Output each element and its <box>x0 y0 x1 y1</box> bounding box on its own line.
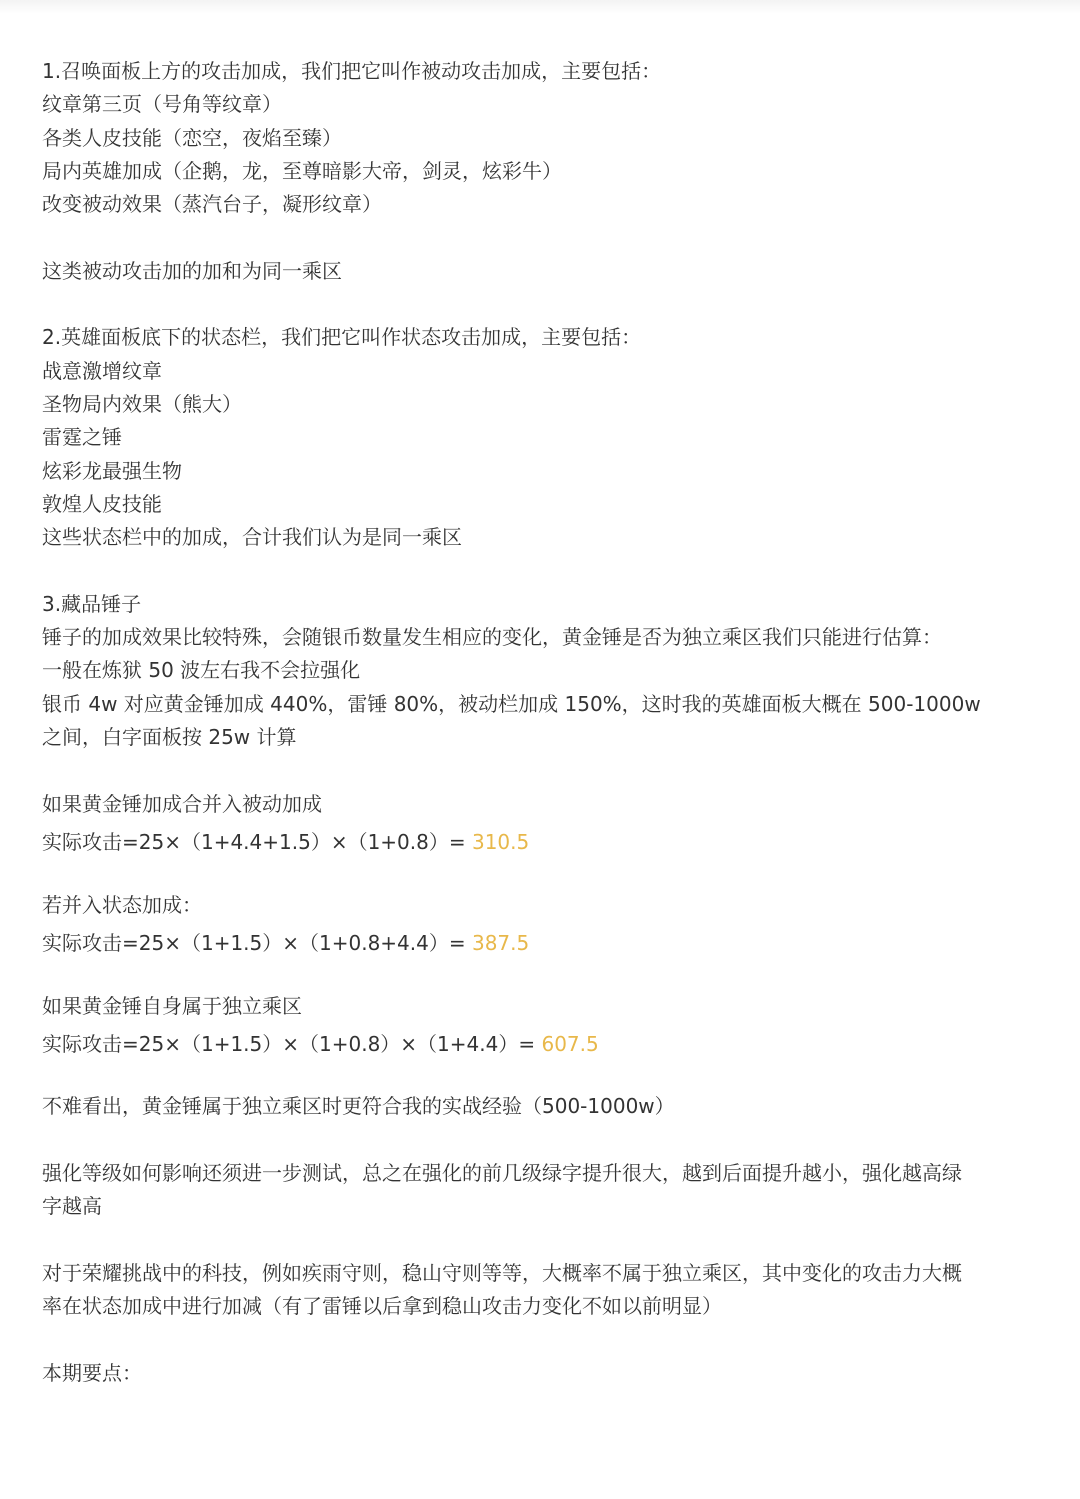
scenario-label: 如果黄金锤自身属于独立乘区 <box>42 994 302 1019</box>
tech-text: 率在状态加成中进行加减（有了雷锤以后拿到稳山攻击力变化不如以前明显） <box>42 1294 722 1319</box>
section2-item: 雷霆之锤 <box>42 425 122 450</box>
formula-result: 310.5 <box>471 829 530 854</box>
spacer <box>42 965 1042 990</box>
spacer <box>42 864 1042 889</box>
section1-heading: 1.召唤面板上方的攻击加成，我们把它叫作被动攻击加成，主要包括： <box>42 59 662 83</box>
upgrade-text: 强化等级如何影响还须进一步测试，总之在强化的前几级绿字提升很大，越到后面提升越小，强化越高绿 <box>42 1161 962 1186</box>
spacer <box>42 554 1042 587</box>
scenario-formula <box>42 821 1042 864</box>
spacer <box>42 1324 1042 1357</box>
section1-item: 纹章第三页（号角等纹章） <box>42 92 282 117</box>
conclusion-text: 不难看出，黄金锤属于独立乘区时更符合我的实战经验（500-1000w） <box>42 1094 675 1119</box>
section1-item: 改变被动效果（蒸汽台子，凝形纹章） <box>42 192 382 217</box>
section2-note: 这些状态栏中的加成，合计我们认为是同一乘区 <box>42 525 462 550</box>
spacer <box>42 1124 1042 1157</box>
scenario-formula <box>42 1023 1042 1066</box>
tech-text: 对于荣耀挑战中的科技，例如疾雨守则，稳山守则等等，大概率不属于独立乘区，其中变化的攻击力大概 <box>42 1260 962 1285</box>
scenario-formula <box>42 922 1042 965</box>
section3-line: 之间，白字面板按 25w 计算 <box>42 724 297 749</box>
section3-line: 一般在炼狱 50 波左右我不会拉强化 <box>42 658 361 683</box>
section1-note: 这类被动攻击加的加和为同一乘区 <box>42 258 342 283</box>
section3-heading: 3.藏品锤子 <box>42 591 142 616</box>
formula-text: 实际攻击=25×（1+1.5）×（1+0.8）×（1+4.4）= <box>42 1032 542 1057</box>
section1-item: 局内英雄加成（企鹅，龙，至尊暗影大帝，剑灵，炫彩牛） <box>42 158 562 183</box>
section2-item: 战意激增纹章 <box>42 358 162 383</box>
section3-line: 银币 4w 对应黄金锤加成 440%，雷锤 80%，被动栏加成 150%，这时我的英雄面板大概在 500-1000w <box>42 691 981 716</box>
article-body <box>42 55 1042 1390</box>
section3-line: 锤子的加成效果比较特殊，会随银币数量发生相应的变化，黄金锤是否为独立乘区我们只能进行估算： <box>42 625 942 650</box>
section2-item: 圣物局内效果（熊大） <box>42 391 242 416</box>
section2-item: 炫彩龙最强生物 <box>42 458 182 483</box>
spacer <box>42 1066 1042 1090</box>
section1-item: 各类人皮技能（恋空，夜焰至臻） <box>42 125 342 150</box>
upgrade-text: 字越高 <box>42 1194 102 1219</box>
summary-heading: 本期要点： <box>42 1360 142 1385</box>
formula-result: 387.5 <box>471 931 530 956</box>
formula-text: 实际攻击=25×（1+1.5）×（1+0.8+4.4）= <box>42 931 472 956</box>
spacer <box>42 754 1042 787</box>
spacer <box>42 288 1042 321</box>
scenario-label: 若并入状态加成： <box>42 892 202 917</box>
formula-text: 实际攻击=25×（1+4.4+1.5）×（1+0.8）= <box>42 829 472 854</box>
spacer <box>42 221 1042 254</box>
section2-item: 敦煌人皮技能 <box>42 491 162 516</box>
formula-result: 607.5 <box>541 1032 599 1057</box>
spacer <box>42 1224 1042 1257</box>
section2-heading: 2.英雄面板底下的状态栏，我们把它叫作状态攻击加成，主要包括： <box>42 325 642 350</box>
scenario-label: 如果黄金锤加成合并入被动加成 <box>42 791 322 816</box>
top-edge-shadow <box>0 0 1080 14</box>
